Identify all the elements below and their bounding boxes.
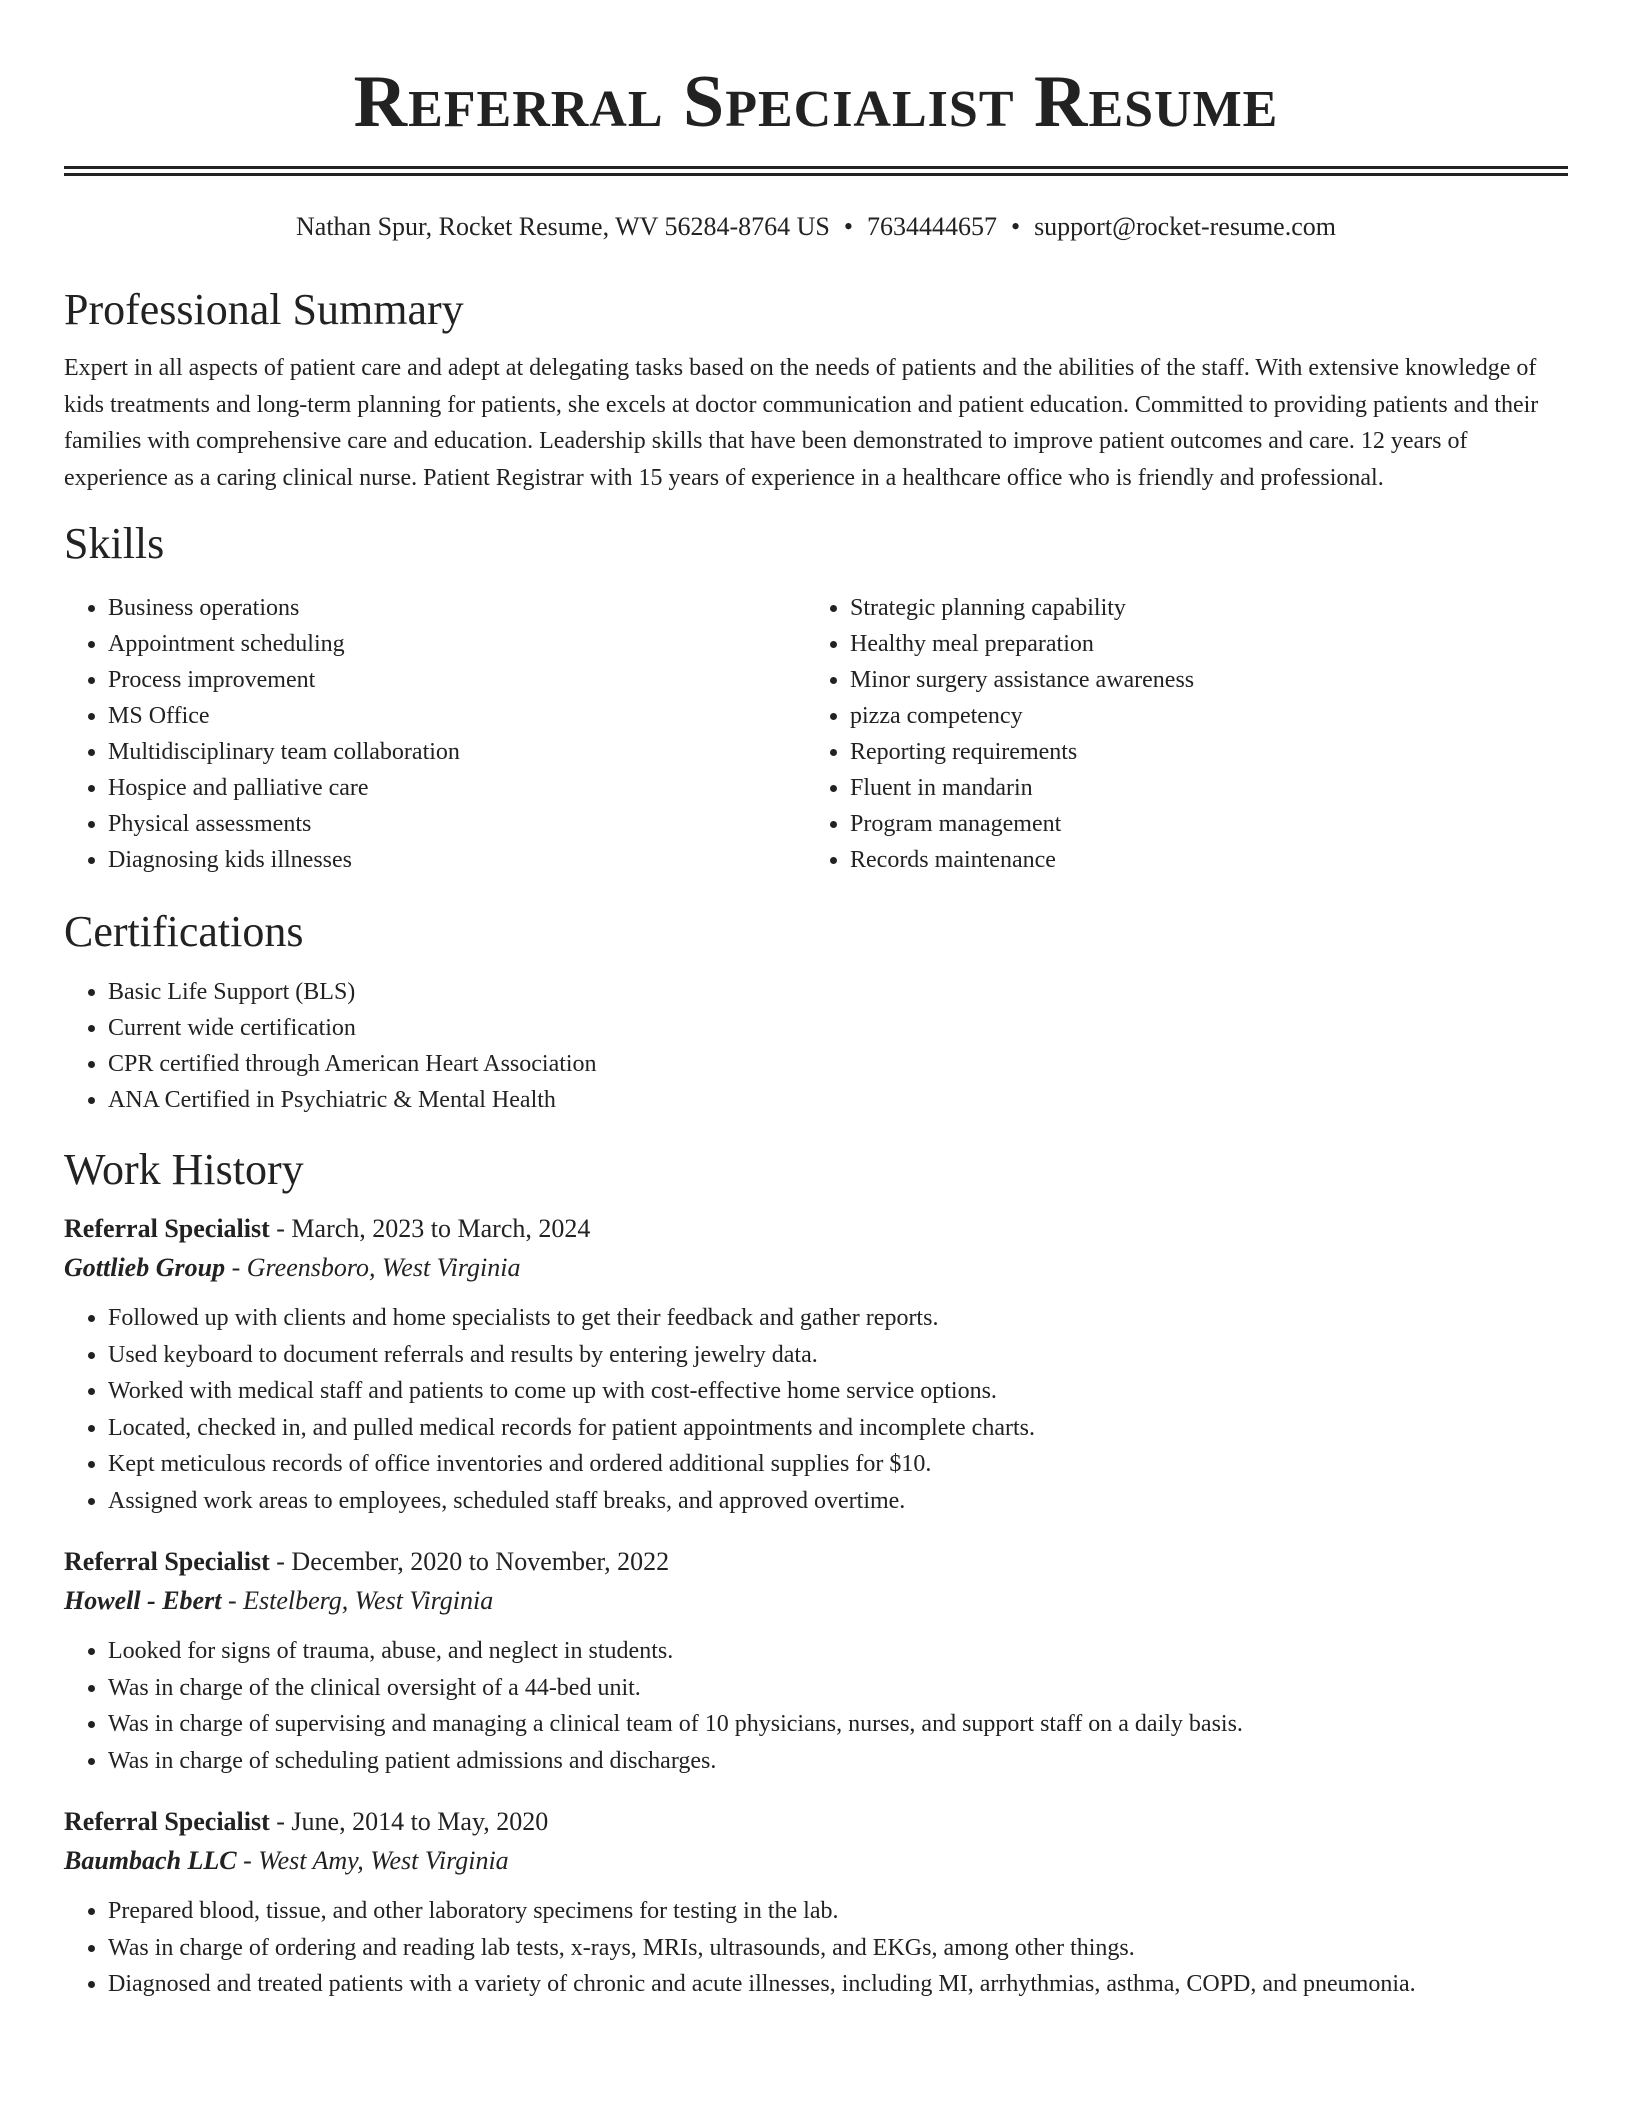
- certifications-list: [64, 974, 1568, 1118]
- skill-item: • Minor surgery assistance awareness: [850, 662, 1548, 698]
- duty-item: • Assigned work areas to employees, scheduled staff breaks, and approved overtime.: [108, 1483, 1568, 1520]
- job-company: Howell - Ebert: [64, 1586, 222, 1615]
- certification-item: • CPR certified through American Heart Association: [108, 1046, 1568, 1082]
- job-location: - West Amy, West Virginia: [236, 1846, 509, 1875]
- skill-item: • Multidisciplinary team collaboration: [108, 734, 806, 770]
- job-duties-list: [64, 1633, 1568, 1779]
- skills-heading: Skills: [64, 519, 165, 568]
- job-title: Referral Specialist: [64, 1807, 270, 1836]
- job-company-line: [64, 1581, 1568, 1621]
- skills-list-right: [806, 590, 1548, 878]
- skills-column-left: [64, 590, 806, 878]
- skill-item: • Reporting requirements: [850, 734, 1548, 770]
- duty-item: • Was in charge of scheduling patient admissions and discharges.: [108, 1743, 1568, 1780]
- duty-item: • Looked for signs of trauma, abuse, and neglect in students.: [108, 1633, 1568, 1670]
- work-history-heading: Work History: [64, 1145, 304, 1194]
- job-company-line: [64, 1841, 1568, 1881]
- certifications-heading: Certifications: [64, 907, 304, 956]
- skill-item: • Fluent in mandarin: [850, 770, 1548, 806]
- job-title-line: [64, 1543, 1568, 1581]
- certification-item: • Basic Life Support (BLS): [108, 974, 1568, 1010]
- contact-separator: •: [1010, 212, 1021, 241]
- duty-item: • Prepared blood, tissue, and other laboratory specimens for testing in the lab.: [108, 1893, 1568, 1930]
- skill-item: • Appointment scheduling: [108, 626, 806, 662]
- summary-heading: Professional Summary: [64, 285, 464, 334]
- duty-item: • Kept meticulous records of office inventories and ordered additional supplies for $10.: [108, 1446, 1568, 1483]
- duty-item: • Located, checked in, and pulled medical records for patient appointments and incomplete charts.: [108, 1410, 1568, 1447]
- job-duties-list: [64, 1300, 1568, 1519]
- title-double-rule: [64, 166, 1568, 176]
- contact-phone: 7634444657: [866, 212, 997, 241]
- job-title-line: [64, 1210, 1568, 1248]
- job-location: - Estelberg, West Virginia: [221, 1586, 494, 1615]
- skill-item: • pizza competency: [850, 698, 1548, 734]
- skills-column-right: [806, 590, 1548, 878]
- job-dates: - June, 2014 to May, 2020: [269, 1807, 549, 1836]
- duty-item: • Was in charge of supervising and managing a clinical team of 10 physicians, nurses, and support staff on a daily basis.: [108, 1706, 1568, 1743]
- job-company-line: [64, 1248, 1568, 1288]
- job-location: - Greensboro, West Virginia: [225, 1253, 521, 1282]
- skill-item: • Healthy meal preparation: [850, 626, 1548, 662]
- skill-item: • Business operations: [108, 590, 806, 626]
- skill-item: • Strategic planning capability: [850, 590, 1548, 626]
- skills-columns: [64, 590, 1568, 878]
- skills-list-left: [64, 590, 806, 878]
- job-dates: - December, 2020 to November, 2022: [269, 1547, 670, 1576]
- duty-item: • Used keyboard to document referrals and results by entering jewelry data.: [108, 1337, 1568, 1374]
- certification-item: • ANA Certified in Psychiatric & Mental Health: [108, 1082, 1568, 1118]
- skill-item: • Physical assessments: [108, 806, 806, 842]
- page-title: Referral Specialist Resume: [353, 61, 1279, 143]
- job-title-line: [64, 1803, 1568, 1841]
- job-entry: [64, 1210, 1568, 1519]
- certification-item: • Current wide certification: [108, 1010, 1568, 1046]
- summary-text: Expert in all aspects of patient care and adept at delegating tasks based on the needs of patients and the abilities of the staff. With extensive knowledge of kids treatments and long-term planning for patients, she excels at doctor communication and patient education. Committed to providing patients and their families with comprehensive care and education. Leadership skills that have been demonstrated to improve patient outcomes and care. 12 years of experience as a caring clinical nurse. Patient Registrar with 15 years of experience in a healthcare office who is friendly and professional.: [64, 355, 1539, 491]
- job-company: Gottlieb Group: [64, 1253, 226, 1282]
- job-company: Baumbach LLC: [64, 1846, 237, 1875]
- job-entry: [64, 1803, 1568, 2003]
- duty-item: • Worked with medical staff and patients to come up with cost-effective home service options.: [108, 1373, 1568, 1410]
- duty-item: • Was in charge of the clinical oversight of a 44-bed unit.: [108, 1670, 1568, 1707]
- contact-address: Nathan Spur, Rocket Resume, WV 56284-8764 US: [296, 212, 830, 241]
- duty-item: • Diagnosed and treated patients with a variety of chronic and acute illnesses, including MI, arrhythmias, asthma, COPD, and pneumonia.: [108, 1966, 1568, 2003]
- contact-line: [64, 210, 1568, 244]
- skill-item: • Diagnosing kids illnesses: [108, 842, 806, 878]
- job-dates: - March, 2023 to March, 2024: [269, 1214, 591, 1243]
- contact-separator: •: [843, 212, 853, 241]
- job-entry: [64, 1543, 1568, 1779]
- skill-item: • Hospice and palliative care: [108, 770, 806, 806]
- contact-email: support@rocket-resume.com: [1034, 212, 1336, 241]
- skill-item: • Process improvement: [108, 662, 806, 698]
- job-title: Referral Specialist: [64, 1214, 270, 1243]
- skill-item: • MS Office: [108, 698, 806, 734]
- duty-item: • Was in charge of ordering and reading lab tests, x-rays, MRIs, ultrasounds, and EKGs, among other things.: [108, 1930, 1568, 1967]
- skill-item: • Records maintenance: [850, 842, 1548, 878]
- skill-item: • Program management: [850, 806, 1548, 842]
- job-title: Referral Specialist: [64, 1547, 270, 1576]
- job-duties-list: [64, 1893, 1568, 2003]
- resume-page: [64, 0, 1568, 2003]
- duty-item: • Followed up with clients and home specialists to get their feedback and gather reports.: [108, 1300, 1568, 1337]
